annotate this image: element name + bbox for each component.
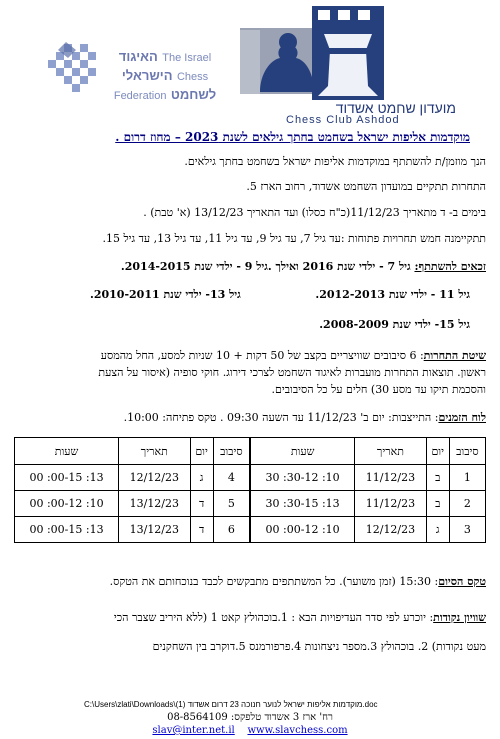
federation-name: האיגוד The Israel הישראלי Chess Federation לשחמט — [113, 49, 217, 102]
email-link[interactable]: slav@inter.net.il — [152, 725, 235, 736]
header-date: תאריך — [355, 438, 427, 465]
tiebreak-line2: מעט נקודות) 2. בוכהולץ 3.מספר ניצחונות 4.פרפורמנס 5.דוקרב בין השחקנים — [152, 640, 486, 653]
club-address: רח' ארז 3 אשדוד טלפקס: 08-8564109 — [167, 712, 333, 723]
header-hours: שעות — [250, 438, 355, 465]
header-round: סיבוב — [449, 438, 485, 465]
eligibility-label: זכאים להשתתף: — [414, 260, 486, 273]
dates-text: בימים ב- ד מתאריך 11/12/23(כ"ח כסלו) ועד התאריך 13/12/23 (א' טבת) . — [143, 206, 486, 219]
header-hours: שעות — [15, 438, 119, 465]
method-line3: והסכמת תיקו עד מסע 30) חלים על כל הסיבובים. — [271, 383, 486, 396]
table-row: 2 ב 11/12/23 13: 30-15: 30 5 ד 13/12/23 10: 00-12: 00 — [15, 491, 486, 517]
header-date: תאריך — [119, 438, 191, 465]
website-link[interactable]: www.slavchess.com — [247, 725, 348, 736]
eligibility-age7-9: גיל 7 - ילדי שנת 2016 ואילך .גיל 9 - ילדי שנת 2014-2015. — [120, 260, 411, 273]
schedule-table — [14, 437, 486, 543]
chess-rook-icon — [240, 4, 460, 100]
page-title: מוקדמות אליפות ישראל בשחמט בחתך גילאים לשנת 2023 – מחוז דרום . — [115, 130, 470, 144]
eligibility-age15: גיל 15- ילדי שנת 2008-2009. — [319, 318, 470, 331]
header-day: יום — [190, 438, 213, 465]
table-header-row — [15, 438, 486, 465]
closing-label: טקס הסיום — [438, 575, 486, 588]
club-logo — [240, 4, 460, 124]
closing-line: טקס הסיום: 15:30 (זמן משוער). כל המשתתפים מתבקשים לכבד בנוכחותם את הטקס. — [109, 575, 486, 588]
header-round: סיבוב — [213, 438, 250, 465]
timetable-label: לוח הזמנים — [438, 411, 486, 424]
club-name-english: Chess Club Ashdod — [286, 114, 400, 126]
venue-text: התחרות תתקיים במועדון השחמט אשדוד, רחוב הארז 5. — [246, 180, 486, 193]
file-path: C:\Users\zlati\Downloads\מוקדמות אליפות ישראל לנוער חנוכה 23 דרום אשדוד (1).doc — [84, 700, 378, 709]
eligibility-age13: גיל 13- ילדי שנת 2010-2011. — [90, 288, 241, 301]
header-day: יום — [426, 438, 449, 465]
tiebreak-label: שוויון נקודות — [433, 611, 486, 624]
intro-text: הנך מוזמן/ת להשתתף במוקדמות אליפות ישראל בשחמט בחתך גילאים. — [184, 155, 486, 168]
federation-logo — [44, 40, 234, 120]
eligibility-line — [14, 260, 486, 274]
categories-text: תתקיימנה חמש תחרויות פתוחות :עד גיל 7, עד גיל 9, עד גיל 11, עד גיל 13, עד גיל 15. — [102, 232, 486, 245]
club-name-hebrew: מועדון שחמט אשדוד — [335, 100, 456, 116]
method-line2: ראשון. תוצאות התחרות מועברות לאיגוד השחמט לצרכי דירוג. חוקי סופיה (איסור על הצעת — [98, 366, 486, 379]
federation-emblem-icon — [44, 40, 100, 98]
table-row: 3 ג 12/12/23 10: 00-12: 00 6 ד 13/12/23 13: 00-15: 00 — [15, 517, 486, 543]
contact-links — [0, 725, 500, 736]
eligibility-age11: גיל 11 - ילדי שנת 2012-2013. — [315, 288, 470, 301]
tiebreak-line1: שוויון נקודות: יוכרע לפי סדר העדיפויות הבא : 1.בוכהולץ קאט 1 (ללא היריב שצבר הכי — [113, 611, 486, 624]
method-line1: שיטת התחרות: 6 סיבובים שוויצריים בקצב של 50 דקות + 10 שניות למסע, החל מהמסע — [100, 349, 486, 362]
table-row: 1 ב 11/12/23 10: 30-12: 30 4 ג 12/12/23 13: 00-15: 00 — [15, 465, 486, 491]
timetable-line: לוח הזמנים: התייצבות: יום ב' 11/12/23 עד השעה 09:30 . טקס פתיחה: 10:00. — [123, 411, 486, 424]
method-label: שיטת התחרות — [423, 349, 486, 362]
